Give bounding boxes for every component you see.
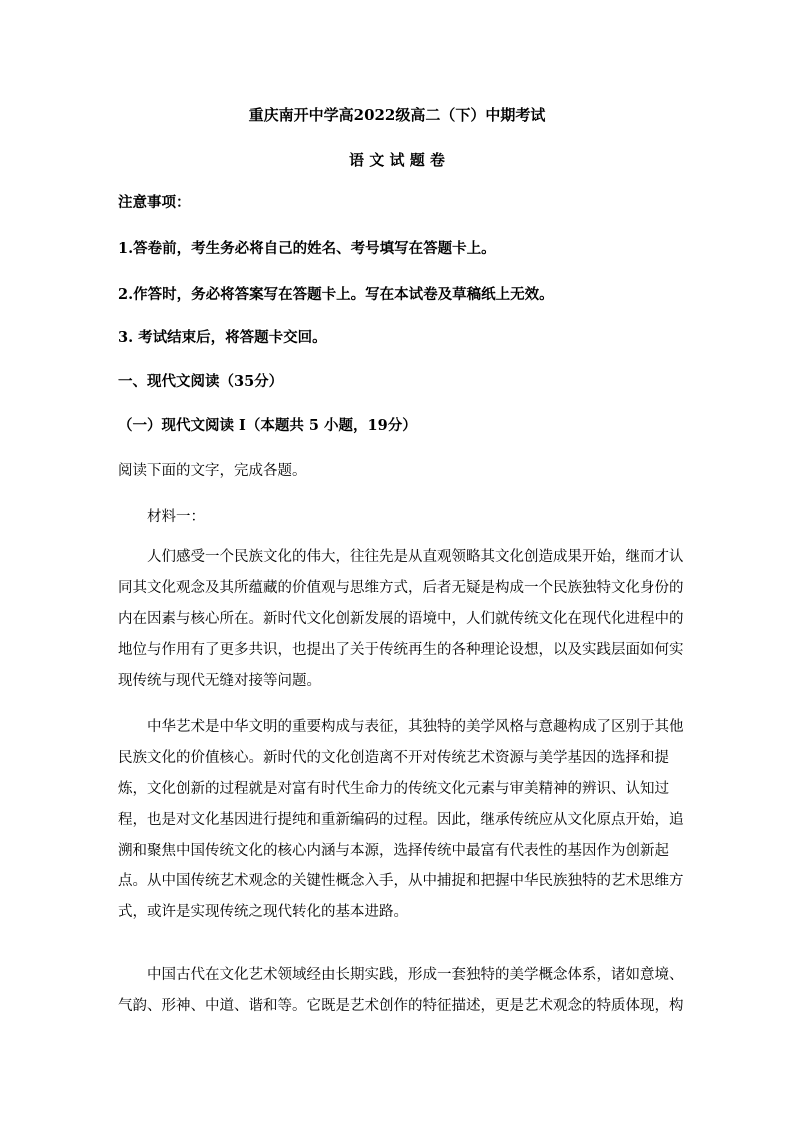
paragraph-line: 点。从中国传统艺术观念的关键性概念入手，从中捕捉和把握中华民族独特的艺术思维方 xyxy=(118,873,684,890)
paragraph-line: 中华艺术是中华文明的重要构成与表征，其独特的美学风格与意趣构成了区别于其他 xyxy=(147,719,684,735)
paragraph-line: 程，也是对文化基因进行提纯和重新编码的过程。因此，继承传统应从文化原点开始，追 xyxy=(118,811,684,828)
paragraph-line: 气韵、形神、中道、谐和等。它既是艺术创作的特征描述，更是艺术观念的特质体现，构 xyxy=(118,997,684,1014)
paragraph-line: 内在因素与核心所在。新时代文化创新发展的语境中，人们就传统文化在现代化进程中的 xyxy=(118,610,684,627)
paragraph-3 xyxy=(118,960,684,1022)
sub-section-heading: （一）现代文阅读 I（本题共 5 小题，19分） xyxy=(118,417,417,434)
notes-heading: 注意事项： xyxy=(118,194,191,211)
paragraph-line: 同其文化观念及其所蕴藏的价值观与思维方式，后者无疑是构成一个民族独特文化身份的 xyxy=(118,579,684,596)
note-item-2: 2.作答时，务必将答案写在答题卡上。写在本试卷及草稿纸上无效。 xyxy=(118,286,554,303)
paragraph-2 xyxy=(118,712,684,928)
note-item-3: 3. 考试结束后，将答题卡交回。 xyxy=(118,329,327,346)
paragraph-line: 式，或许是实现传统之现代转化的基本进路。 xyxy=(118,904,408,921)
paragraph-line: 民族文化的价值核心。新时代的文化创造离不开对传统艺术资源与美学基因的选择和提 xyxy=(118,749,669,766)
paragraph-line: 现传统与现代无缝对接等问题。 xyxy=(118,672,321,689)
paragraph-line: 人们感受一个民族文化的伟大，往往先是从直观领略其文化创造成果开始，继而才认 xyxy=(147,549,684,565)
paragraph-line: 溯和聚焦中国传统文化的核心内涵与本源，选择传统中最富有代表性的基因作为创新起 xyxy=(118,842,669,859)
reading-instruction: 阅读下面的文字，完成各题。 xyxy=(118,463,307,479)
paragraph-line: 炼，文化创新的过程就是对富有时代生命力的传统文化元素与审美精神的辨识、认知过 xyxy=(118,780,669,797)
paragraph-line: 中国古代在文化艺术领域经由长期实践，形成一套独特的美学概念体系，诸如意境、 xyxy=(147,967,684,983)
paragraph-1 xyxy=(118,542,684,696)
material-label: 材料一： xyxy=(147,509,205,525)
note-item-1: 1.答卷前，考生务必将自己的姓名、考号填写在答题卡上。 xyxy=(118,240,496,257)
exam-title: 重庆南开中学高2022级高二（下）中期考试 xyxy=(248,106,546,124)
exam-subtitle: 语 文 试 题 卷 xyxy=(349,151,445,169)
section-heading: 一、现代文阅读（35分） xyxy=(118,373,284,390)
paragraph-line: 地位与作用有了更多共识，也提出了关于传统再生的各种理论设想，以及实践层面如何实 xyxy=(118,641,684,658)
